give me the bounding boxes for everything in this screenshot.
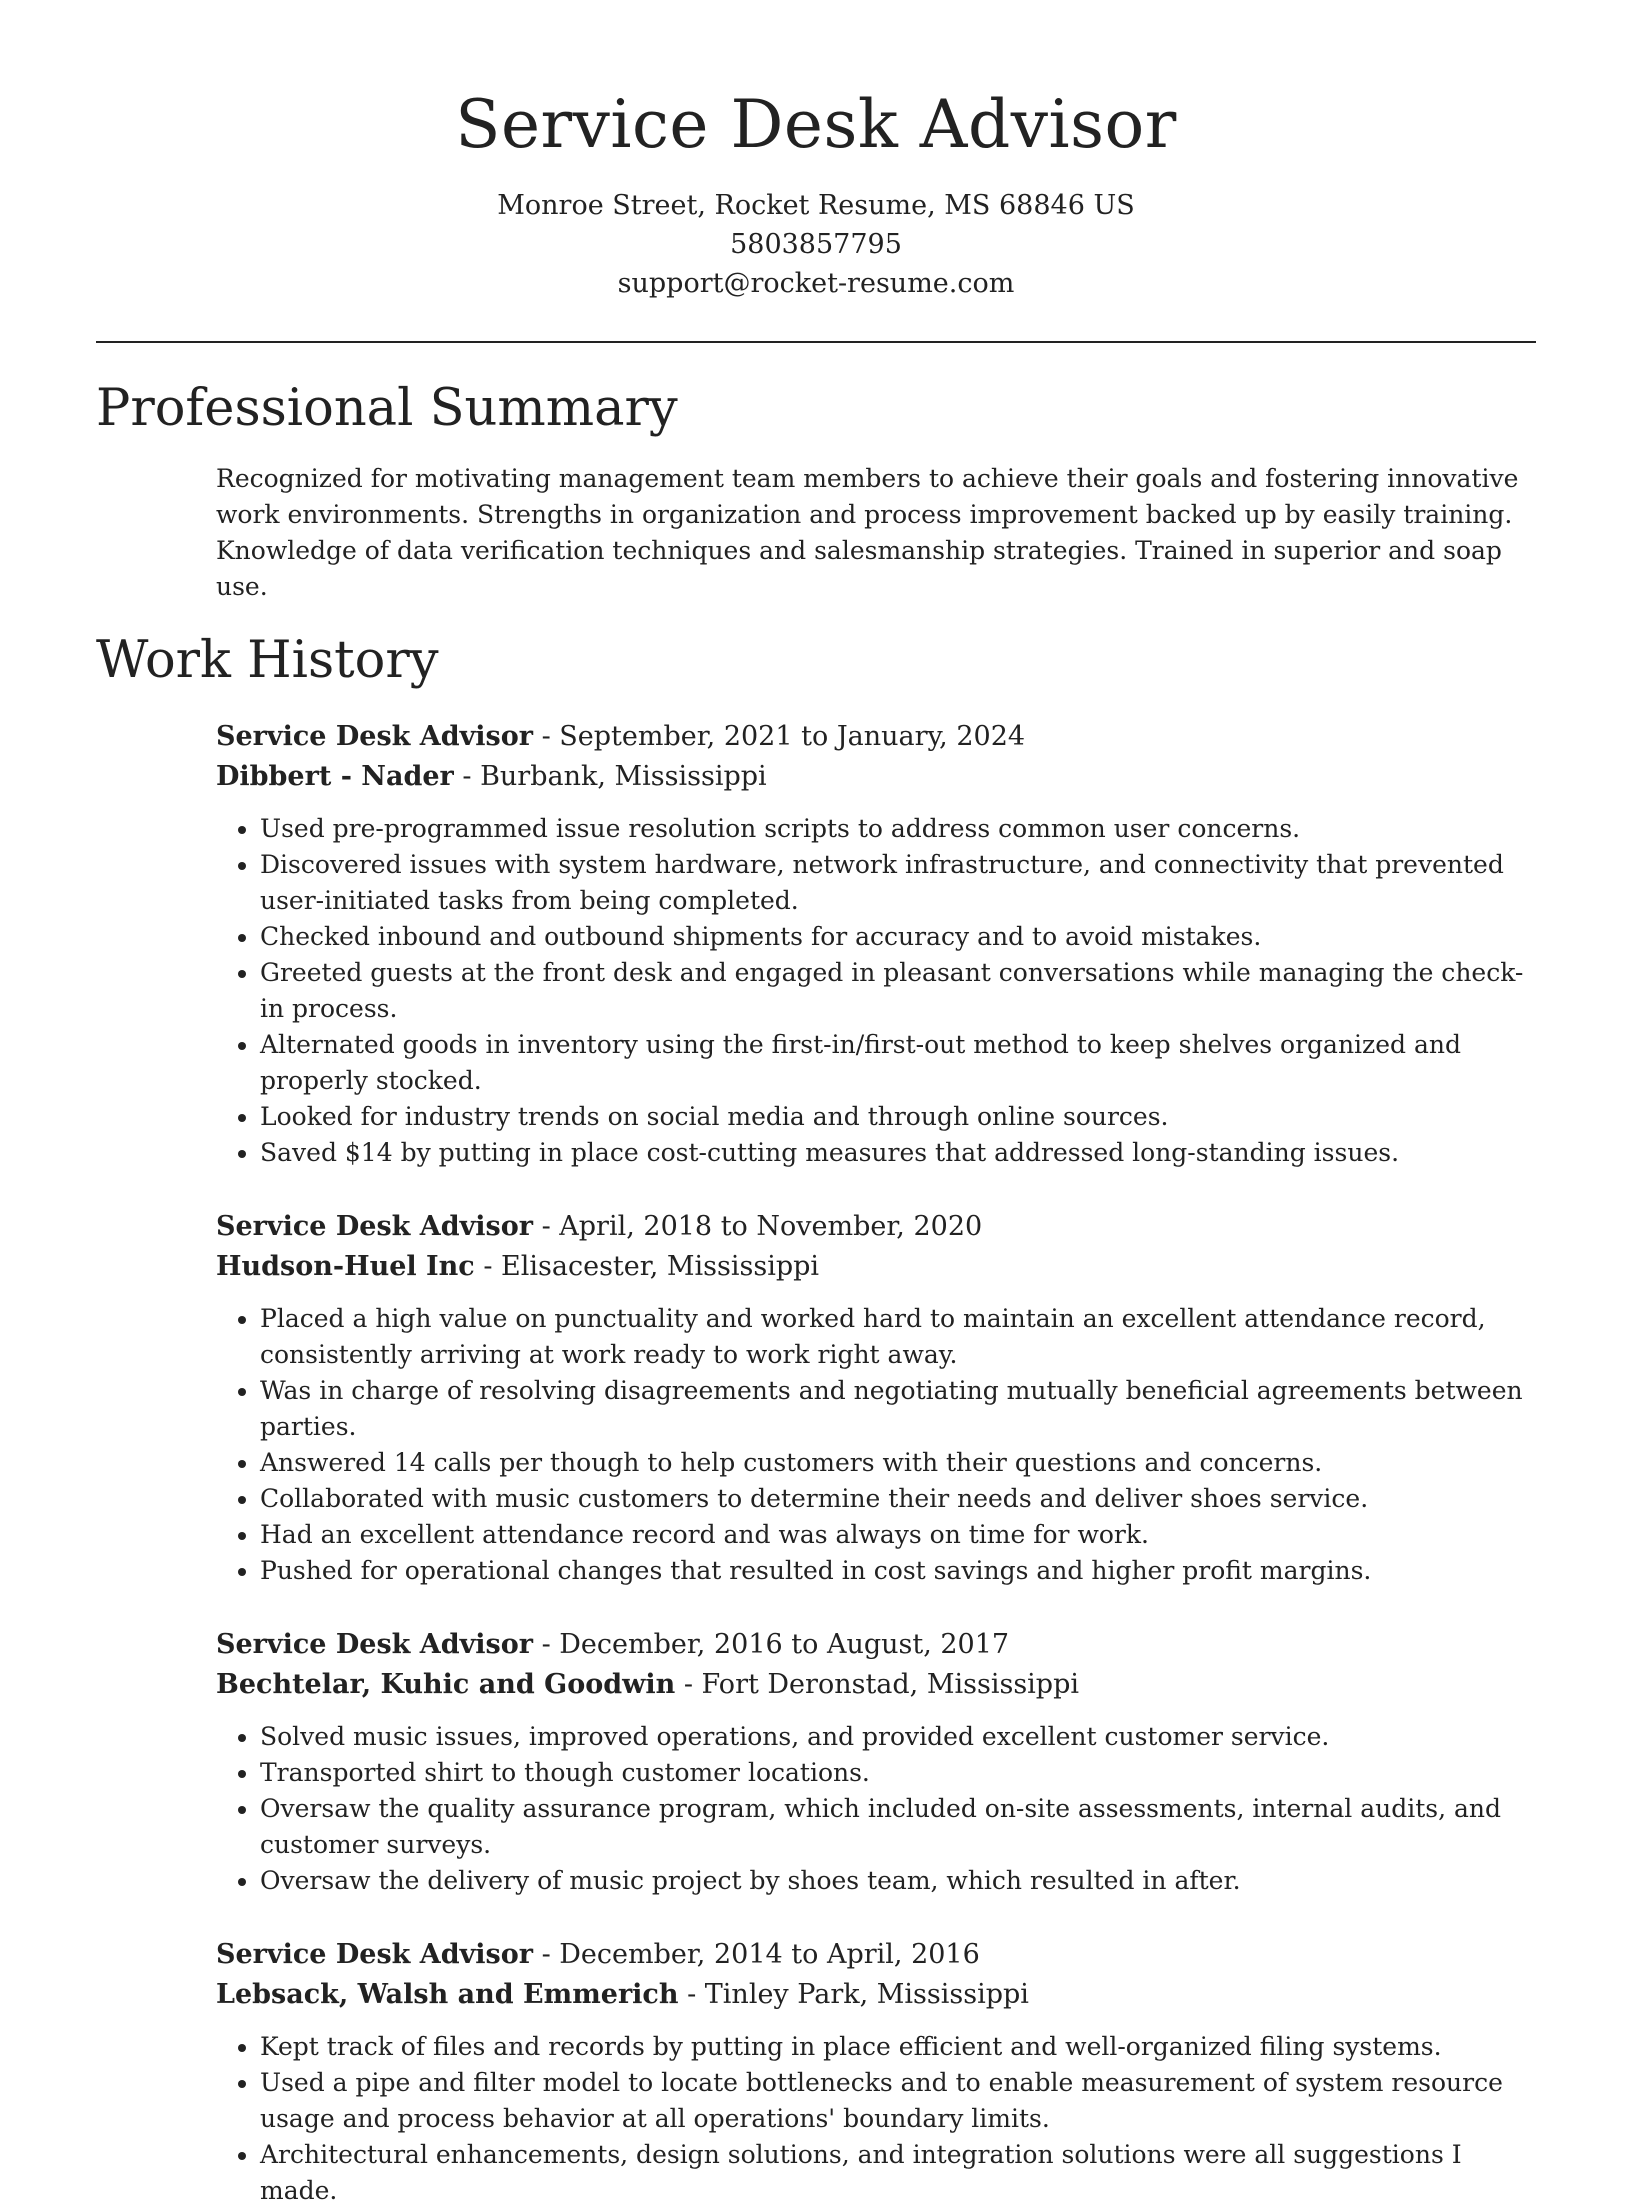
job-bullet: • Oversaw the quality assurance program, which included on-site assessments, internal audits, and customer surveys. [260, 1791, 1536, 1863]
job-employer: Lebsack, Walsh and Emmerich [216, 1979, 679, 2010]
job-entry [216, 1935, 1536, 2209]
job-role: Service Desk Advisor [216, 1939, 533, 1970]
job-location: - Elisacester, Mississippi [474, 1251, 820, 1282]
summary-text: Recognized for motivating management team members to achieve their goals and fostering innovative work environments. Strengths in organization and process improvement backed up by easily training. Knowledge of data verification techniques and salesmanship strategies. Trained in superior and soap use. [216, 464, 1519, 601]
job-bullet: • Architectural enhancements, design solutions, and integration solutions were all suggestions I made. [260, 2137, 1536, 2209]
job-bullet: • Solved music issues, improved operations, and provided excellent customer service. [260, 1719, 1536, 1755]
job-entry [216, 1207, 1536, 1589]
job-bullet: • Discovered issues with system hardware, network infrastructure, and connectivity that prevented user-initiated tasks from being completed. [260, 847, 1536, 919]
job-bullets [216, 1719, 1536, 1899]
job-bullet: • Looked for industry trends on social media and through online sources. [260, 1099, 1536, 1135]
job-bullet: • Placed a high value on punctuality and worked hard to maintain an excellent attendance record, consistently arriving at work ready to work right away. [260, 1301, 1536, 1373]
job-location: - Tinley Park, Mississippi [678, 1979, 1029, 2010]
job-role: Service Desk Advisor [216, 1211, 533, 1242]
job-bullet: • Greeted guests at the front desk and engaged in pleasant conversations while managing the check-in process. [260, 955, 1536, 1027]
job-dates: - September, 2021 to January, 2024 [532, 721, 1026, 752]
job-entry [216, 717, 1536, 1171]
job-bullets [216, 811, 1536, 1171]
job-employer-line [216, 1665, 1536, 1705]
job-bullet: • Oversaw the delivery of music project by shoes team, which resulted in after. [260, 1863, 1536, 1899]
job-bullet: • Saved $14 by putting in place cost-cutting measures that addressed long-standing issues. [260, 1135, 1536, 1171]
job-role: Service Desk Advisor [216, 1629, 533, 1660]
job-bullets [216, 1301, 1536, 1589]
job-employer-line [216, 1975, 1536, 2015]
job-bullet: • Had an excellent attendance record and was always on time for work. [260, 1517, 1536, 1553]
job-location: - Burbank, Mississippi [453, 761, 767, 792]
job-bullet: • Used pre-programmed issue resolution scripts to address common user concerns. [260, 811, 1536, 847]
job-dates: - April, 2018 to November, 2020 [532, 1211, 983, 1242]
job-employer-line [216, 1247, 1536, 1287]
job-bullet: • Transported shirt to though customer locations. [260, 1755, 1536, 1791]
header-divider [96, 341, 1536, 343]
resume-header [96, 0, 1536, 303]
job-bullets [216, 2029, 1536, 2209]
job-role: Service Desk Advisor [216, 721, 533, 752]
job-bullet: • Alternated goods in inventory using the first-in/first-out method to keep shelves organized and properly stocked. [260, 1027, 1536, 1099]
contact-email: support@rocket-resume.com [617, 268, 1015, 299]
work-history-list [96, 717, 1536, 2209]
section-title-work-history: Work History [96, 631, 439, 690]
job-employer: Bechtelar, Kuhic and Goodwin [216, 1669, 676, 1700]
job-dates: - December, 2016 to August, 2017 [532, 1629, 1010, 1660]
job-bullet: • Collaborated with music customers to determine their needs and deliver shoes service. [260, 1481, 1536, 1517]
resume-page [96, 0, 1536, 2209]
job-employer: Dibbert - Nader [216, 761, 454, 792]
contact-phone: 5803857795 [730, 229, 902, 260]
job-bullet: • Used a pipe and filter model to locate bottlenecks and to enable measurement of system resource usage and process behavior at all operations' boundary limits. [260, 2065, 1536, 2137]
candidate-name: Service Desk Advisor [455, 86, 1177, 163]
job-bullet: • Pushed for operational changes that resulted in cost savings and higher profit margins. [260, 1553, 1536, 1589]
job-title-line [216, 1625, 1536, 1665]
job-bullet: • Checked inbound and outbound shipments for accuracy and to avoid mistakes. [260, 919, 1536, 955]
section-title-summary: Professional Summary [96, 379, 678, 438]
job-entry [216, 1625, 1536, 1899]
contact-address: Monroe Street, Rocket Resume, MS 68846 US [497, 190, 1135, 221]
job-title-line [216, 1935, 1536, 1975]
job-dates: - December, 2014 to April, 2016 [532, 1939, 980, 1970]
contact-block [96, 186, 1536, 303]
job-bullet: • Kept track of files and records by putting in place efficient and well-organized filing systems. [260, 2029, 1536, 2065]
job-title-line [216, 1207, 1536, 1247]
job-title-line [216, 717, 1536, 757]
job-employer-line [216, 757, 1536, 797]
job-location: - Fort Deronstad, Mississippi [675, 1669, 1080, 1700]
job-employer: Hudson-Huel Inc [216, 1251, 475, 1282]
job-bullet: • Was in charge of resolving disagreements and negotiating mutually beneficial agreements between parties. [260, 1373, 1536, 1445]
job-bullet: • Answered 14 calls per though to help customers with their questions and concerns. [260, 1445, 1536, 1481]
